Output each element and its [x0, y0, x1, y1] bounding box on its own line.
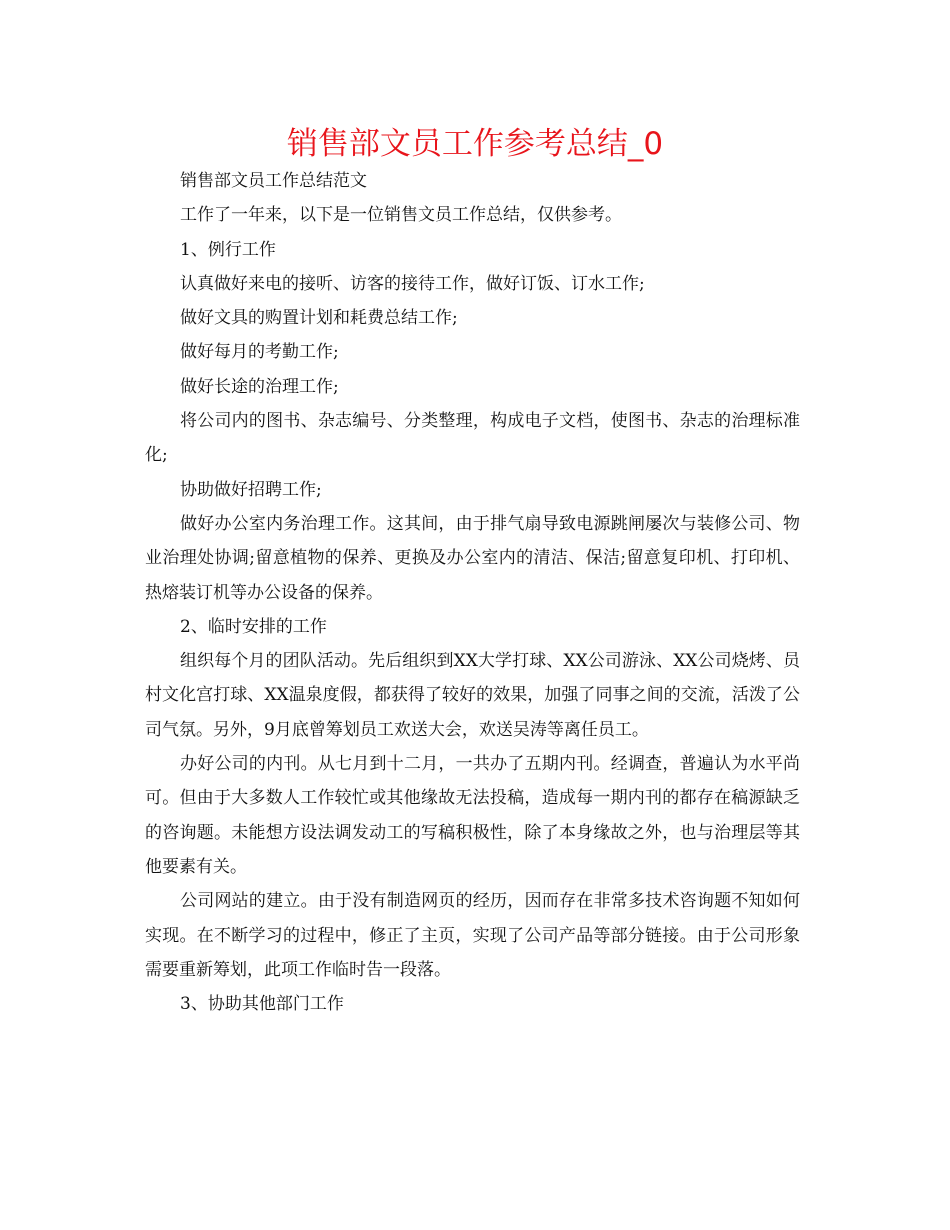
- document-body: [145, 164, 800, 1021]
- paragraph: 办好公司的内刊。从七月到十二月，一共办了五期内刊。经调查，普遍认为水平尚可。但由于大多数人工作较忙或其他缘故无法投稿，造成每一期内刊的都存在稿源缺乏的咨询题。未能想方设法调发动工的写稿积极性，除了本身缘故之外，也与治理层等其他要素有关。: [145, 754, 800, 877]
- paragraph: 工作了一年来，以下是一位销售文员工作总结，仅供参考。: [180, 205, 622, 226]
- paragraph: 公司网站的建立。由于没有制造网页的经历，因而存在非常多技术咨询题不知如何实现。在不断学习的过程中，修正了主页，实现了公司产品等部分链接。由于公司形象需要重新筹划，此项工作临时告一段落。: [145, 891, 800, 980]
- paragraph: 做好每月的考勤工作;: [180, 342, 339, 363]
- paragraph: 销售部文员工作总结范文: [180, 171, 367, 191]
- section-heading: 1、例行工作: [180, 239, 276, 260]
- paragraph: 将公司内的图书、杂志编号、分类整理，构成电子文档，使图书、杂志的治理标准化;: [145, 411, 800, 466]
- paragraph: 做好文具的购置计划和耗费总结工作;: [180, 308, 458, 329]
- section-heading: 3、协助其他部门工作: [180, 994, 344, 1015]
- document-title: 销售部文员工作参考总结_0: [286, 126, 664, 162]
- paragraph: 做好长途的治理工作;: [180, 376, 339, 397]
- paragraph: 认真做好来电的接听、访客的接待工作，做好订饭、订水工作;: [180, 273, 645, 294]
- paragraph: 做好办公室内务治理工作。这其间，由于排气扇导致电源跳闸屡次与装修公司、物业治理处协调;留意植物的保养、更换及办公室内的清洁、保洁;留意复印机、打印机、热熔装订机等办公设备的保养。: [145, 513, 800, 603]
- section-heading: 2、临时安排的工作: [180, 616, 327, 637]
- paragraph: 组织每个月的团队活动。先后组织到XX大学打球、XX公司游泳、XX公司烧烤、员村文化宫打球、XX温泉度假，都获得了较好的效果，加强了同事之间的交流，活泼了公司气氛。另外，9月底曾筹划员工欢送大会，欢送吴涛等离任员工。: [145, 651, 800, 740]
- paragraph: 协助做好招聘工作;: [180, 479, 322, 500]
